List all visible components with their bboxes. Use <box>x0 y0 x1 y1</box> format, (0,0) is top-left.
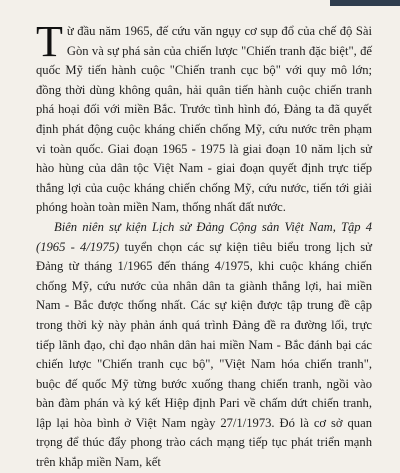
book-title: Biên niên sự kiện Lịch sử Đảng Cộng sản Việt Nam, Tập 4 (1965 - 4/1975) <box>36 219 372 254</box>
page-header-tab <box>330 0 400 6</box>
paragraph-2-text: tuyển chọn các sự kiện tiêu biểu trong lịch sử Đảng từ tháng 1/1965 đến tháng 4/1975, khi cuộc kháng chiến chống Mỹ, cứu nước của nhân dân ta giành thắng lợi, hai miền Nam - Bắc được thống nhất. Các sự kiện được tập trung đề cập trong thời kỳ này phản ánh quá trình Đảng đề ra đường lối, trực tiếp lãnh đạo, chỉ đạo nhân dân hai miền Nam - Bắc đánh bại các chiến lược "Chiến tranh cục bộ", "Việt Nam hóa chiến tranh", buộc đế quốc Mỹ từng bước xuống thang chiến tranh, ngồi vào bàn đàm phán và ký kết Hiệp định Pari về chấm dứt chiến tranh, lập lại hòa bình ở Việt Nam ngày 27/1/1973. Đó là cơ sở quan trọng để thúc đẩy phong trào cách mạng tiếp tục phát triển mạnh trên khắp miền Nam, kết <box>36 239 372 470</box>
drop-cap: T <box>36 17 63 66</box>
paragraph-2 <box>36 218 372 473</box>
document-page <box>36 17 372 473</box>
paragraph-1 <box>36 17 372 218</box>
paragraph-1-text: ừ đầu năm 1965, đế cứu văn ngụy cơ sụp đổ của chế độ Sài Gòn và sự phá sản của chiến lược "Chiến tranh đặc biệt", đế quốc Mỹ tiến hành cuộc "Chiến tranh cục bộ" với quy mô lớn; đồng thời dùng không quân, hải quân tiến hành cuộc chiến tranh phá hoại đối với miền Bắc. Trước tình hình đó, Đảng ta đã quyết định phát động cuộc kháng chiến chống Mỹ, cứu nước trên phạm vi toàn quốc. Giai đoạn 1965 - 1975 là giai đoạn 10 năm lịch sử hào hùng của dân tộc Việt Nam - giai đoạn quyết định trực tiếp thắng lợi của cuộc kháng chiến chống Mỹ, cứu nước, tiến tới giải phóng hoàn toàn miền Nam, thống nhất đất nước. <box>36 24 372 215</box>
